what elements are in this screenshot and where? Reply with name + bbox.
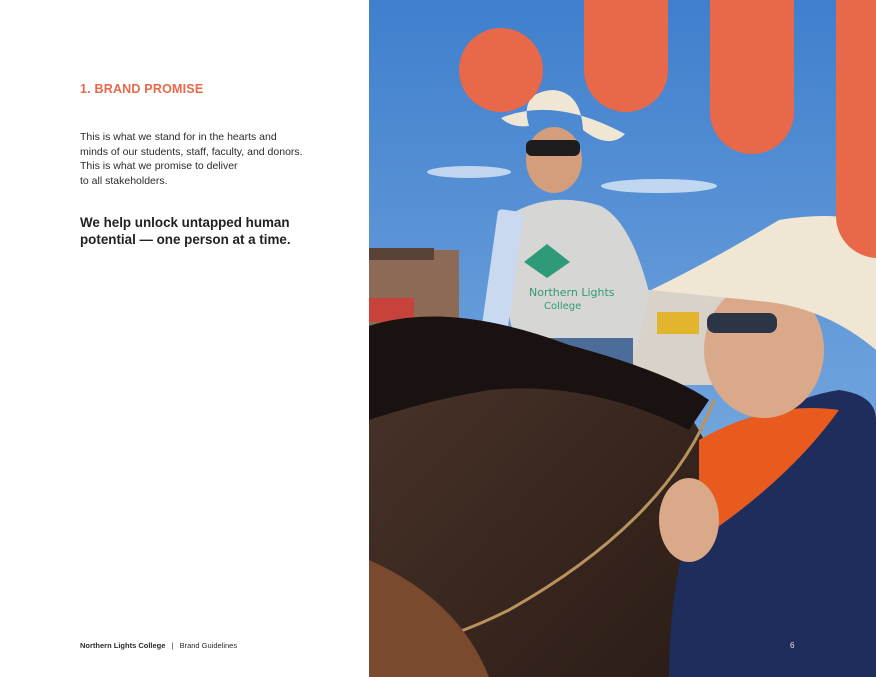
page-footer [80,641,237,650]
cloud [427,166,511,178]
footer-doc-title: Brand Guidelines [179,641,238,650]
building [657,312,699,334]
promise-line: We help unlock untapped human [80,215,290,230]
page-number: 6 [790,641,795,650]
rider-face [526,127,582,193]
footer-separator: | [171,641,174,650]
accent-pill [710,0,794,154]
intro-line: This is what we stand for in the hearts and [80,131,277,143]
intro-line: to all stakeholders. [80,174,168,187]
footer-college-name: Northern Lights College [80,641,166,650]
man-sunglasses [707,313,777,333]
accent-pill [836,0,876,258]
man-hand [659,478,719,562]
building [369,248,434,260]
rider-sunglasses [526,140,580,156]
text-panel [0,0,369,677]
promise-line: potential — one person at a time. [80,232,291,247]
section-heading: 1. BRAND PROMISE [80,82,204,96]
intro-line: This is what we promise to deliver [80,160,238,173]
shirt-text: Northern Lights [529,286,615,299]
accent-circle [459,28,543,112]
cloud [601,179,717,193]
intro-line: minds of our students, staff, faculty, and donors. [80,145,303,158]
shirt-text: College [544,301,582,312]
brand-promise-statement [80,214,350,248]
intro-paragraph [80,130,330,188]
accent-pill [584,0,668,112]
hero-photo [369,0,876,677]
